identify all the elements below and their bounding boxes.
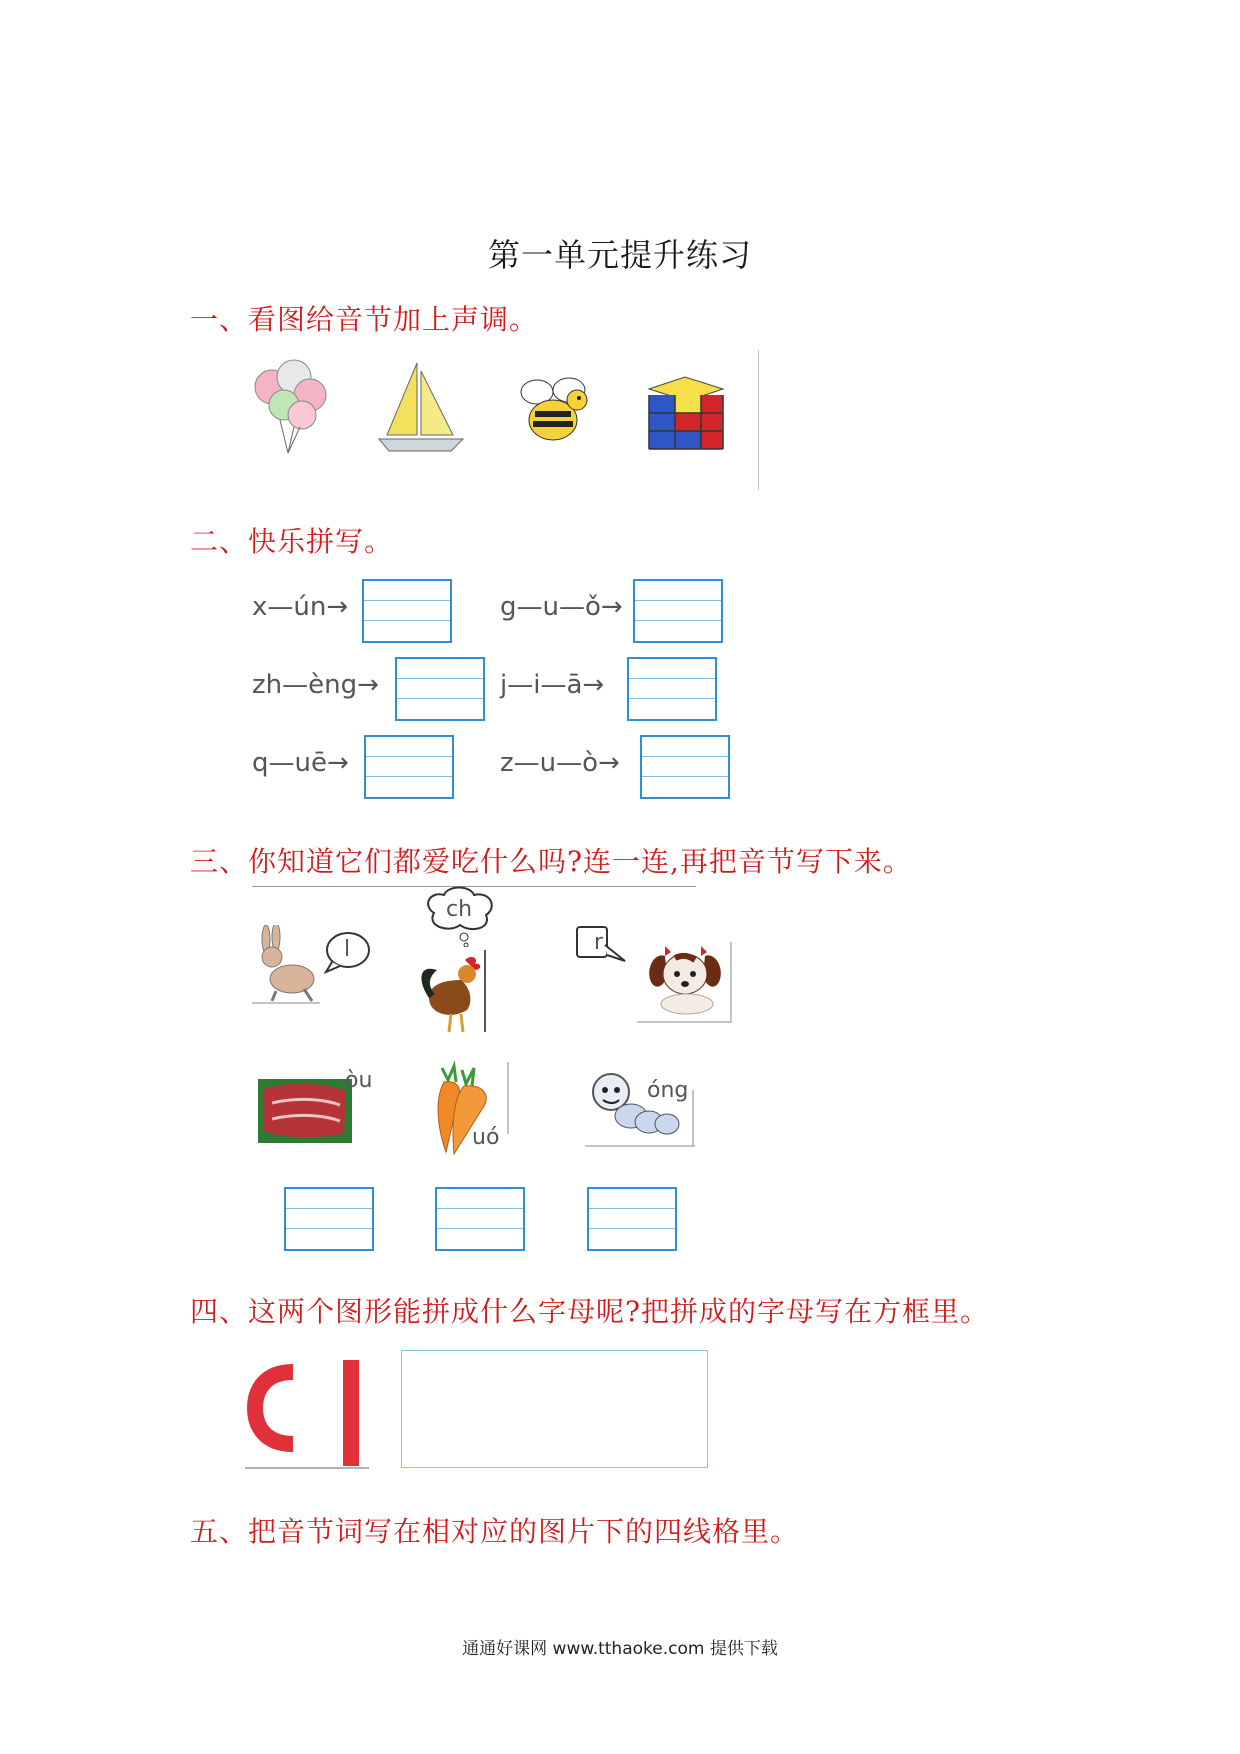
bubble-label-l: l xyxy=(344,937,351,962)
fourline-grid[interactable] xyxy=(587,1187,677,1251)
fourline-grid[interactable] xyxy=(364,735,454,799)
fourline-grid[interactable] xyxy=(640,735,730,799)
fourline-grid[interactable] xyxy=(633,579,723,643)
pinyin-xun: x—ún→ xyxy=(252,592,349,622)
page-title: 第一单元提升练习 xyxy=(487,236,752,274)
pinyin-que: q—uē→ xyxy=(252,748,349,778)
section-1-heading: 一、看图给音节加上声调。 xyxy=(190,303,539,336)
bubble-label-r: r xyxy=(594,930,604,955)
speech-bubble-icon xyxy=(575,925,635,970)
letter-shapes-icon xyxy=(245,1352,370,1472)
dog-icon xyxy=(635,932,735,1027)
fourline-grid[interactable] xyxy=(435,1187,525,1251)
fourline-grid[interactable] xyxy=(627,657,717,721)
fourline-grid[interactable] xyxy=(362,579,452,643)
footer-text: 通通好课网 www.tthaoke.com 提供下载 xyxy=(462,1639,778,1659)
balloons-icon xyxy=(250,355,335,455)
pinyin-zheng: zh—èng→ xyxy=(252,670,379,700)
section-2-heading: 二、快乐拼写。 xyxy=(190,525,394,558)
food-label-ong: óng xyxy=(647,1078,689,1103)
sailboat-icon xyxy=(375,355,465,455)
answer-box[interactable] xyxy=(401,1350,708,1468)
fourline-grid[interactable] xyxy=(395,657,485,721)
bubble-label-ch: ch xyxy=(446,897,473,922)
meat-icon xyxy=(258,1075,353,1145)
section-3-heading: 三、你知道它们都爱吃什么吗?连一连,再把音节写下来。 xyxy=(190,845,912,878)
pinyin-zuo: z—u—ò→ xyxy=(500,748,620,778)
pinyin-jia: j—i—ā→ xyxy=(500,670,605,700)
fourline-grid[interactable] xyxy=(284,1187,374,1251)
bee-icon xyxy=(515,370,600,455)
section-5-heading: 五、把音节词写在相对应的图片下的四线格里。 xyxy=(190,1515,800,1548)
pinyin-guo: g—u—ǒ→ xyxy=(500,592,623,622)
rubiks-cube-icon xyxy=(645,375,727,455)
food-label-ou: òu xyxy=(345,1068,373,1093)
food-label-uo: uó xyxy=(472,1125,500,1150)
section-4-heading: 四、这两个图形能拼成什么字母呢?把拼成的字母写在方框里。 xyxy=(190,1295,990,1328)
divider-line xyxy=(758,350,759,490)
rooster-icon xyxy=(415,950,490,1035)
rabbit-icon xyxy=(250,925,322,1005)
